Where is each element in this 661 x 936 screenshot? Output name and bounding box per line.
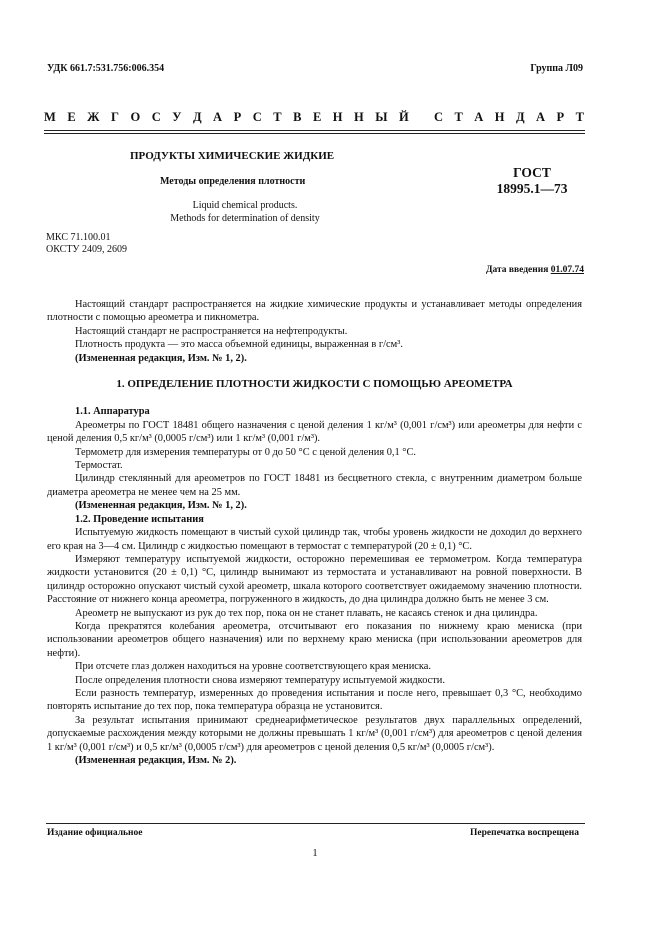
english-title-line-2: Methods for determination of density xyxy=(170,213,320,224)
intro-date xyxy=(486,265,584,275)
gost-number: 18995.1—73 xyxy=(496,181,568,196)
paragraph-procedure-6: После определения плотности снова измеряют температуру испытуемой жидкости. xyxy=(75,674,445,686)
reprint-prohibited: Перепечатка воспрещена xyxy=(469,828,579,838)
intro-date-label: Дата введения xyxy=(485,265,549,275)
document-subtitle: Методы определения плотности xyxy=(160,176,306,187)
banner-letter: Н xyxy=(354,110,364,124)
paragraph-scope: Настоящий стандарт распространяется на жидкие химические продукты и устанавливает методы определения плотности с помощью ареометра и пикнометра. xyxy=(47,299,582,324)
paragraph-procedure-3: Ареометр не выпускают из рук до тех пор, пока он не станет плавать, не касаясь стенок и дна цилиндра. xyxy=(75,607,538,619)
paragraph-density-definition: Плотность продукта — это масса объемной единицы, выраженная в г/см³. xyxy=(75,339,403,351)
paragraph-cylinder: Цилиндр стеклянный для ареометров по ГОСТ 18481 из бесцветного стекла, с внутренним диаметром больше диаметра ареометра не менее чем на 25 мм. xyxy=(47,473,582,498)
document-body xyxy=(47,298,582,767)
paragraph-procedure-2: Измеряют температуру испытуемой жидкости, осторожно перемешивая ее термометром. Когда температура жидкости установится (20 ± 0,1) °С, цилиндр вынимают из термостата и устанавливают на ровной поверхности. В цилиндр осторожно опускают чистый сухой ареометр, шкала которого соответствует ожидаемому значению плотности. Расстояние от нижнего конца ареометра, погруженного в жидкость, до дна цилиндра должно быть не менее 3 см. xyxy=(47,553,582,606)
banner-letter: С xyxy=(151,110,161,124)
gost-label: ГОСТ xyxy=(513,165,551,180)
banner-letter: С xyxy=(434,110,444,124)
banner-letter: Д xyxy=(192,110,202,124)
section-heading: 1. ОПРЕДЕЛЕНИЕ ПЛОТНОСТИ ЖИДКОСТИ С ПОМОЩЬЮ АРЕОМЕТРА xyxy=(116,378,513,391)
banner-letter: Р xyxy=(556,110,565,124)
banner-letter: Н xyxy=(332,110,343,124)
subsection-heading-apparatus: 1.1. Аппаратура xyxy=(75,406,150,418)
page-number: 1 xyxy=(312,848,318,859)
english-title xyxy=(120,199,370,225)
mks-code: МКС 71.100.01 xyxy=(46,232,111,243)
banner-letter: Т xyxy=(454,110,463,124)
okstu-code: ОКСТУ 2409, 2609 xyxy=(46,244,128,255)
banner-interstate xyxy=(44,110,409,125)
amendment-note: (Измененная редакция, Изм. № 2). xyxy=(75,755,237,766)
banner-letter: М xyxy=(44,110,56,124)
banner-standard xyxy=(434,110,584,125)
banner-letter: Е xyxy=(67,110,76,124)
gost-designation xyxy=(482,165,582,197)
banner-letter: Е xyxy=(312,110,322,124)
banner-letter: Н xyxy=(494,110,505,124)
banner-letter: Д xyxy=(515,110,525,124)
paragraph-procedure-1: Испытуемую жидкость помещают в чистый сухой цилиндр так, чтобы уровень жидкости не доходил до верхнего его края на 3—4 см. Цилиндр с жидкостью помещают в термостат с температурой (20 ± 0,1) °С. xyxy=(47,527,582,552)
banner-letter: А xyxy=(474,110,484,124)
banner-letter: А xyxy=(536,110,546,124)
header-rule-bottom xyxy=(44,133,585,134)
english-title-line-1: Liquid chemical products. xyxy=(192,200,298,211)
paragraph-exclusion: Настоящий стандарт не распространяется на нефтепродукты. xyxy=(75,325,348,337)
paragraph-thermometer: Термометр для измерения температуры от 0 до 50 °С с ценой деления 0,1 °С. xyxy=(75,446,416,458)
paragraph-result: За результат испытания принимают среднеарифметическое результатов двух параллельных определений, допускаемые расхождения между которыми не должны превышать 1 кг/м³ (0,001 г/см³) для ареометров с ценой деления 1 кг/м³ (0,001 г/см³) и 0,5 кг/м³ (0,0005 г/см³) для ареометров с ценой деления 0,5 кг/м³ (0,0005 г/см³). xyxy=(47,714,582,753)
banner-letter: О xyxy=(130,110,141,124)
paragraph-procedure-4: Когда прекратятся колебания ареометра, отсчитывают его показания по нижнему краю мениска (при использовании ареометров общего назначения) или по верхнему краю мениска (при использовании ареометров для нефти). xyxy=(47,620,582,659)
subsection-heading-procedure: 1.2. Проведение испытания xyxy=(75,513,204,525)
footer-rule xyxy=(46,823,585,824)
paragraph-hydrometers: Ареометры по ГОСТ 18481 общего назначения с ценой деления 1 кг/м³ (0,001 г/см³) или ареометры для нефти с ценой деления 0,5 кг/м³ (0,0005 г/см³) или 1 кг/м³ (0,001 г/м³). xyxy=(47,419,582,445)
banner-letter: А xyxy=(213,110,223,124)
banner-letter: Й xyxy=(399,110,409,124)
udk-code: УДК 661.7:531.756:006.354 xyxy=(47,63,165,74)
standard-banner xyxy=(44,110,584,125)
paragraph-procedure-5: При отсчете глаз должен находиться на уровне соответствующего края мениска. xyxy=(75,661,432,673)
banner-letter: У xyxy=(172,110,182,124)
banner-letter: Т xyxy=(575,110,584,124)
banner-letter: Г xyxy=(111,110,119,124)
paragraph-procedure-7: Если разность температур, измеренных до проведения испытания и после него, превышает 0,3 °С, необходимо повторять испытание до тех пор, пока температура образца не установится. xyxy=(47,687,582,713)
intro-date-value: 01.07.74 xyxy=(550,265,584,275)
banner-letter: Р xyxy=(233,110,242,124)
header-rule-top xyxy=(44,130,585,131)
banner-letter: Т xyxy=(273,110,282,124)
paragraph-thermostat: Термостат. xyxy=(75,460,123,472)
amendment-note: (Измененная редакция, Изм. № 1, 2). xyxy=(75,500,247,512)
banner-letter: С xyxy=(252,110,262,124)
classification-codes xyxy=(46,232,127,256)
amendment-note: (Измененная редакция, Изм. № 1, 2). xyxy=(75,352,247,364)
banner-letter: Ж xyxy=(87,110,100,124)
banner-letter: Ы xyxy=(375,110,388,124)
official-edition: Издание официальное xyxy=(47,828,143,838)
group-code: Группа Л09 xyxy=(530,63,583,74)
document-title: ПРОДУКТЫ ХИМИЧЕСКИЕ ЖИДКИЕ xyxy=(130,150,335,162)
banner-letter: В xyxy=(293,110,302,124)
